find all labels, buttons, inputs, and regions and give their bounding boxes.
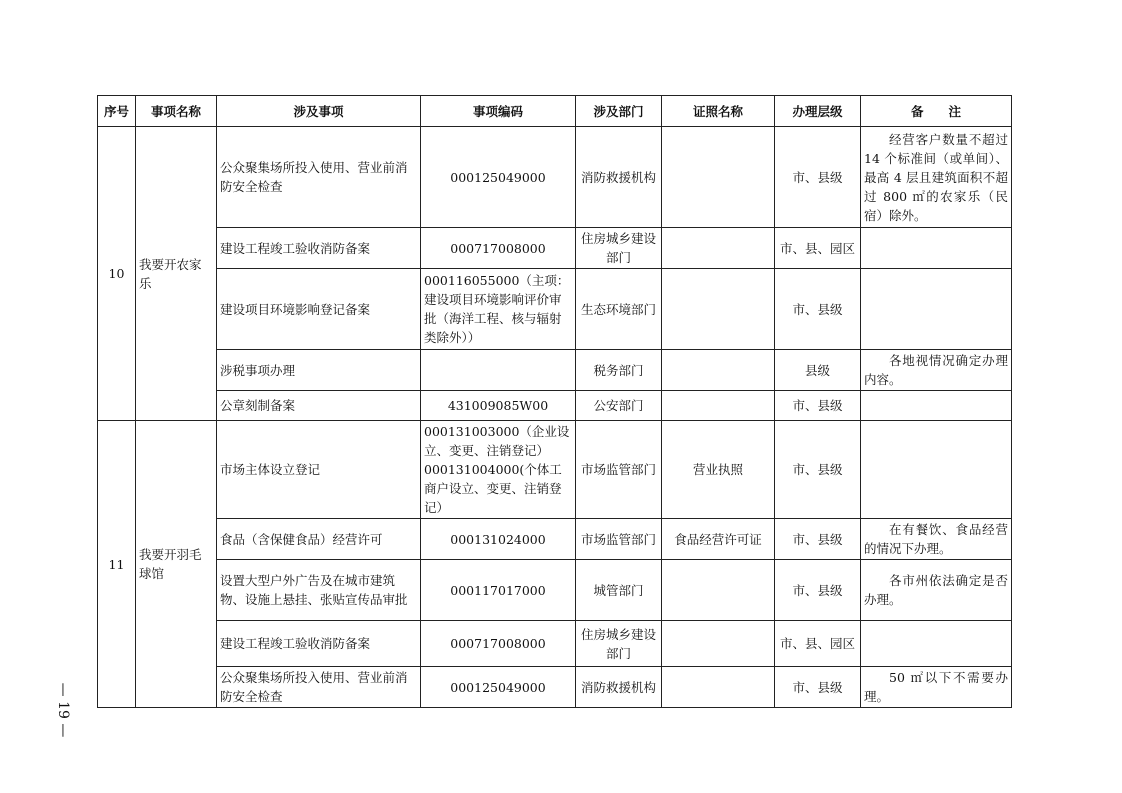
note-cell (861, 391, 1012, 421)
code-cell: 431009085W00 (421, 391, 576, 421)
item-cell: 建设工程竣工验收消防备案 (217, 228, 421, 269)
header-cell: 事项编码 (421, 96, 576, 127)
note-cell: 50 ㎡以下不需要办理。 (861, 667, 1012, 708)
item-cell: 建设工程竣工验收消防备案 (217, 621, 421, 667)
table-row (98, 350, 1012, 391)
license-cell (662, 127, 775, 228)
table-row (98, 269, 1012, 350)
level-cell: 市、县级 (775, 560, 861, 621)
table-row (98, 391, 1012, 421)
code-cell: 000717008000 (421, 621, 576, 667)
header-cell: 事项名称 (136, 96, 217, 127)
note-cell: 各地视情况确定办理内容。 (861, 350, 1012, 391)
item-cell: 公章刻制备案 (217, 391, 421, 421)
item-cell: 公众聚集场所投入使用、营业前消防安全检查 (217, 127, 421, 228)
level-cell: 市、县、园区 (775, 621, 861, 667)
table-row (98, 519, 1012, 560)
table-row (98, 621, 1012, 667)
header-row (98, 96, 1012, 127)
note-cell: 各市州依法确定是否办理。 (861, 560, 1012, 621)
level-cell: 市、县、园区 (775, 228, 861, 269)
level-cell: 市、县级 (775, 667, 861, 708)
license-cell: 食品经营许可证 (662, 519, 775, 560)
name-cell: 我要开羽毛球馆 (136, 421, 217, 708)
dept-cell: 税务部门 (576, 350, 662, 391)
license-cell: 营业执照 (662, 421, 775, 519)
level-cell: 市、县级 (775, 127, 861, 228)
table-row (98, 667, 1012, 708)
dept-cell: 消防救援机构 (576, 127, 662, 228)
level-cell: 市、县级 (775, 519, 861, 560)
license-cell (662, 560, 775, 621)
dept-cell: 住房城乡建设部门 (576, 228, 662, 269)
seq-cell: 11 (98, 421, 136, 708)
code-cell: 000117017000 (421, 560, 576, 621)
table-row (98, 228, 1012, 269)
license-cell (662, 228, 775, 269)
note-cell: 经营客户数量不超过 14 个标准间（或单间）、最高 4 层且建筑面积不超过 800 ㎡的农家乐（民宿）除外。 (861, 127, 1012, 228)
level-cell: 市、县级 (775, 269, 861, 350)
note-cell (861, 421, 1012, 519)
item-cell: 建设项目环境影响登记备案 (217, 269, 421, 350)
header-cell: 办理层级 (775, 96, 861, 127)
license-cell (662, 350, 775, 391)
seq-cell: 10 (98, 127, 136, 421)
code-cell: 000125049000 (421, 667, 576, 708)
license-cell (662, 621, 775, 667)
code-cell: 000717008000 (421, 228, 576, 269)
note-cell (861, 621, 1012, 667)
code-cell: 000125049000 (421, 127, 576, 228)
dept-cell: 市场监管部门 (576, 421, 662, 519)
header-cell: 涉及部门 (576, 96, 662, 127)
note-cell: 在有餐饮、食品经营的情况下办理。 (861, 519, 1012, 560)
table-row (98, 127, 1012, 228)
item-cell: 食品（含保健食品）经营许可 (217, 519, 421, 560)
license-cell (662, 269, 775, 350)
table-row (98, 560, 1012, 621)
license-cell (662, 667, 775, 708)
matters-table (97, 95, 1012, 708)
level-cell: 县级 (775, 350, 861, 391)
dept-cell: 住房城乡建设部门 (576, 621, 662, 667)
code-cell: 000131003000（企业设立、变更、注销登记）000131004000(个体工商户设立、变更、注销登记） (421, 421, 576, 519)
item-cell: 市场主体设立登记 (217, 421, 421, 519)
dept-cell: 城管部门 (576, 560, 662, 621)
header-cell: 序号 (98, 96, 136, 127)
table-row (98, 421, 1012, 519)
item-cell: 公众聚集场所投入使用、营业前消防安全检查 (217, 667, 421, 708)
level-cell: 市、县级 (775, 391, 861, 421)
header-cell: 涉及事项 (217, 96, 421, 127)
dept-cell: 市场监管部门 (576, 519, 662, 560)
note-cell (861, 269, 1012, 350)
dept-cell: 公安部门 (576, 391, 662, 421)
dept-cell: 消防救援机构 (576, 667, 662, 708)
code-cell (421, 350, 576, 391)
name-cell: 我要开农家乐 (136, 127, 217, 421)
dept-cell: 生态环境部门 (576, 269, 662, 350)
code-cell: 000131024000 (421, 519, 576, 560)
note-cell (861, 228, 1012, 269)
license-cell (662, 391, 775, 421)
item-cell: 涉税事项办理 (217, 350, 421, 391)
header-cell: 证照名称 (662, 96, 775, 127)
header-cell: 备 注 (861, 96, 1012, 127)
item-cell: 设置大型户外广告及在城市建筑物、设施上悬挂、张贴宣传品审批 (217, 560, 421, 621)
code-cell: 000116055000（主项：建设项目环境影响评价审批（海洋工程、核与辐射类除外）） (421, 269, 576, 350)
page-number: — 19 — (55, 682, 71, 738)
level-cell: 市、县级 (775, 421, 861, 519)
